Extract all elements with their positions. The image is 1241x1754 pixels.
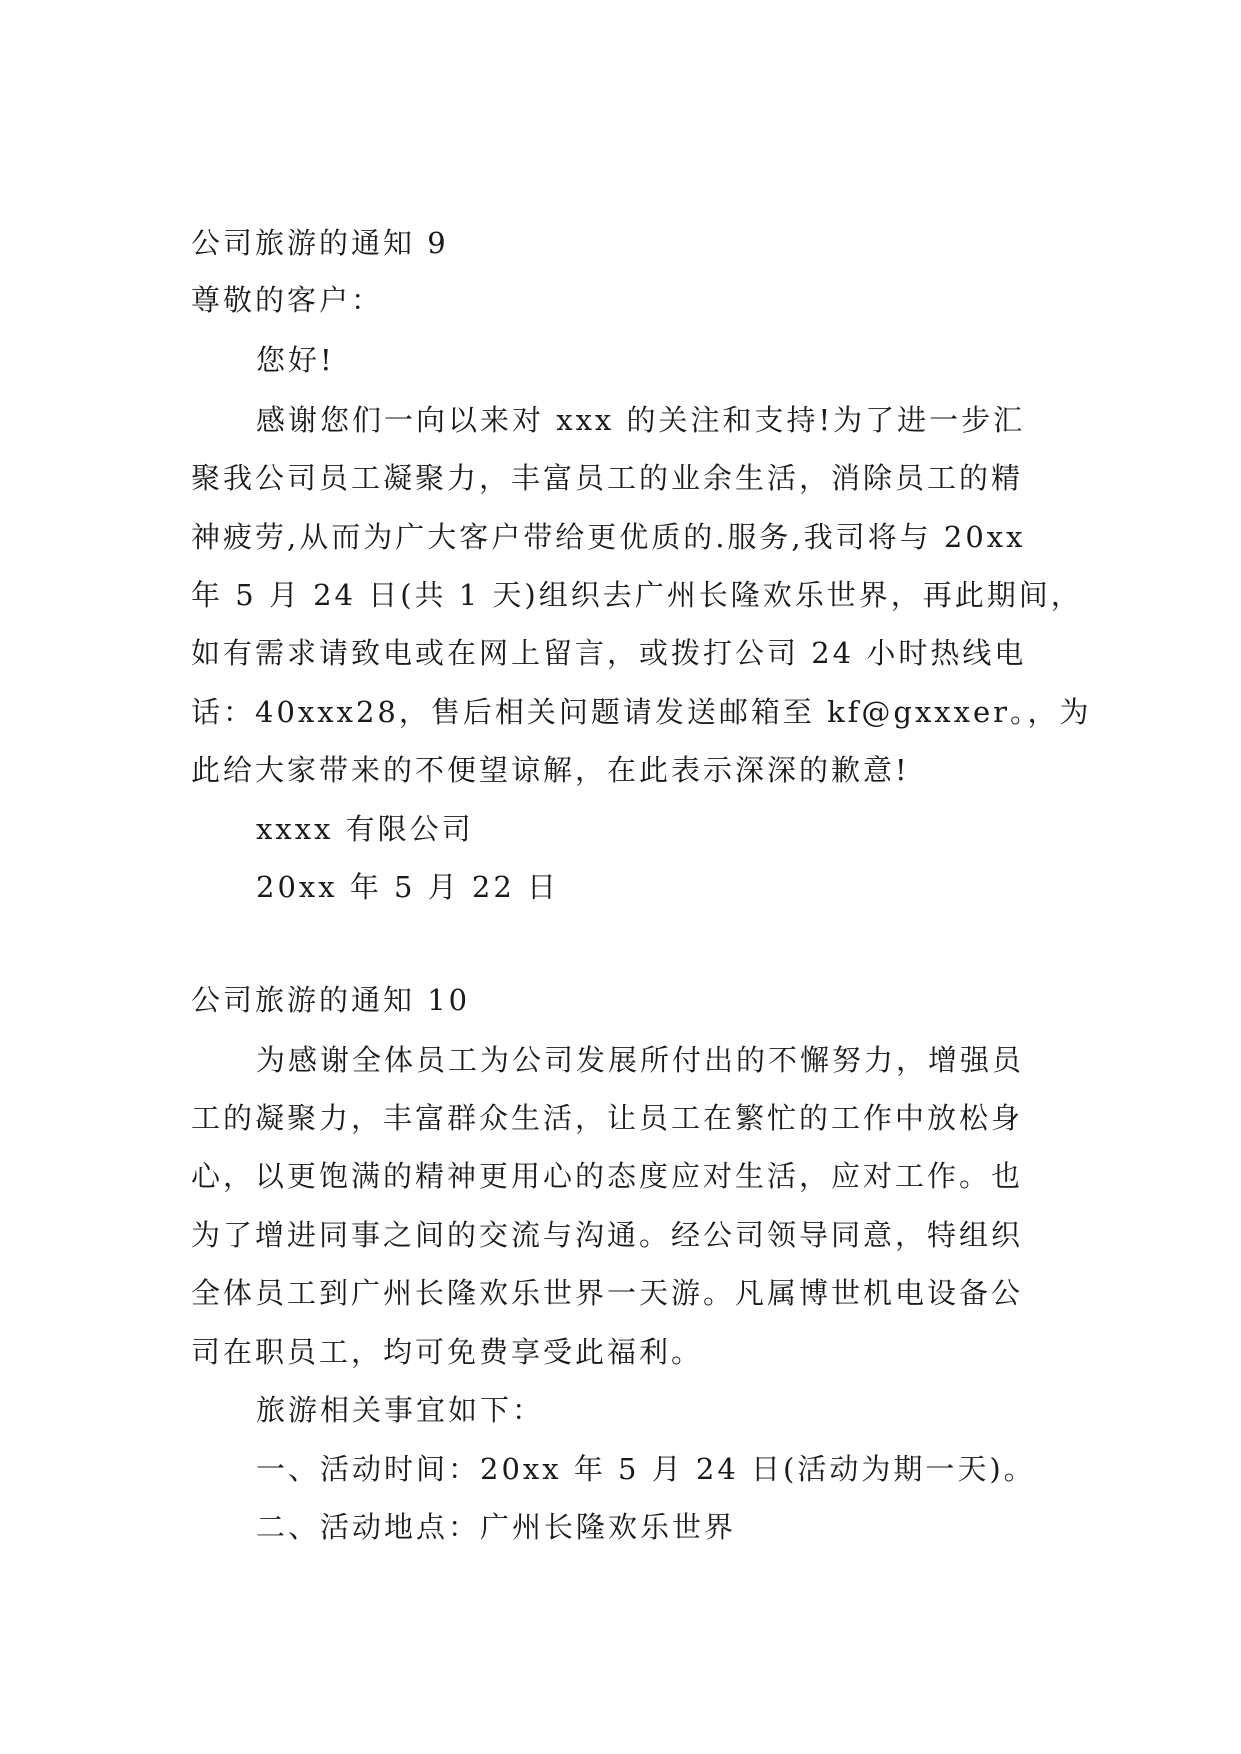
body-line: 年 5 月 24 日(共 1 天)组织去广州长隆欢乐世界，再此期间， bbox=[191, 578, 1083, 612]
body-line: 心，以更饱满的精神更用心的态度应对生活，应对工作。也 bbox=[191, 1159, 1024, 1193]
detail-item: 二、活动地点：广州长隆欢乐世界 bbox=[256, 1510, 737, 1544]
body-line: 神疲劳,从而为广大客户带给更优质的.服务,我司将与 20xx bbox=[191, 520, 1026, 554]
body-line: 此给大家带来的不便望谅解，在此表示深深的歉意! bbox=[191, 753, 910, 787]
body-line: 全体员工到广州长隆欢乐世界一天游。凡属博世机电设备公 bbox=[191, 1276, 1024, 1310]
detail-item: 一、活动时间：20xx 年 5 月 24 日(活动为期一天)。 bbox=[256, 1452, 1036, 1486]
body-line: 工的凝聚力，丰富群众生活，让员工在繁忙的工作中放松身 bbox=[191, 1101, 1024, 1135]
body-line: 为感谢全体员工为公司发展所付出的不懈努力，增强员 bbox=[256, 1043, 1025, 1077]
greeting: 您好! bbox=[256, 343, 335, 377]
section-9-title: 公司旅游的通知 9 bbox=[191, 226, 449, 260]
body-line: 话：40xxx28，售后相关问题请发送邮箱至 kf@gxxxer。，为 bbox=[191, 695, 1092, 729]
signature-date: 20xx 年 5 月 22 日 bbox=[256, 870, 560, 904]
section-10-title: 公司旅游的通知 10 bbox=[191, 983, 471, 1017]
body-line: 司在职员工，均可免费享受此福利。 bbox=[191, 1335, 704, 1369]
body-line: 感谢您们一向以来对 xxx 的关注和支持!为了进一步汇 bbox=[256, 403, 1026, 437]
body-line: 为了增进同事之间的交流与沟通。经公司领导同意，特组织 bbox=[191, 1218, 1024, 1252]
body-line: 聚我公司员工凝聚力，丰富员工的业余生活，消除员工的精 bbox=[191, 461, 1024, 495]
signature-company: xxxx 有限公司 bbox=[256, 812, 474, 846]
salutation: 尊敬的客户： bbox=[191, 283, 384, 317]
body-line: 如有需求请致电或在网上留言，或拨打公司 24 小时热线电 bbox=[191, 636, 1027, 670]
details-heading: 旅游相关事宜如下： bbox=[256, 1393, 545, 1427]
